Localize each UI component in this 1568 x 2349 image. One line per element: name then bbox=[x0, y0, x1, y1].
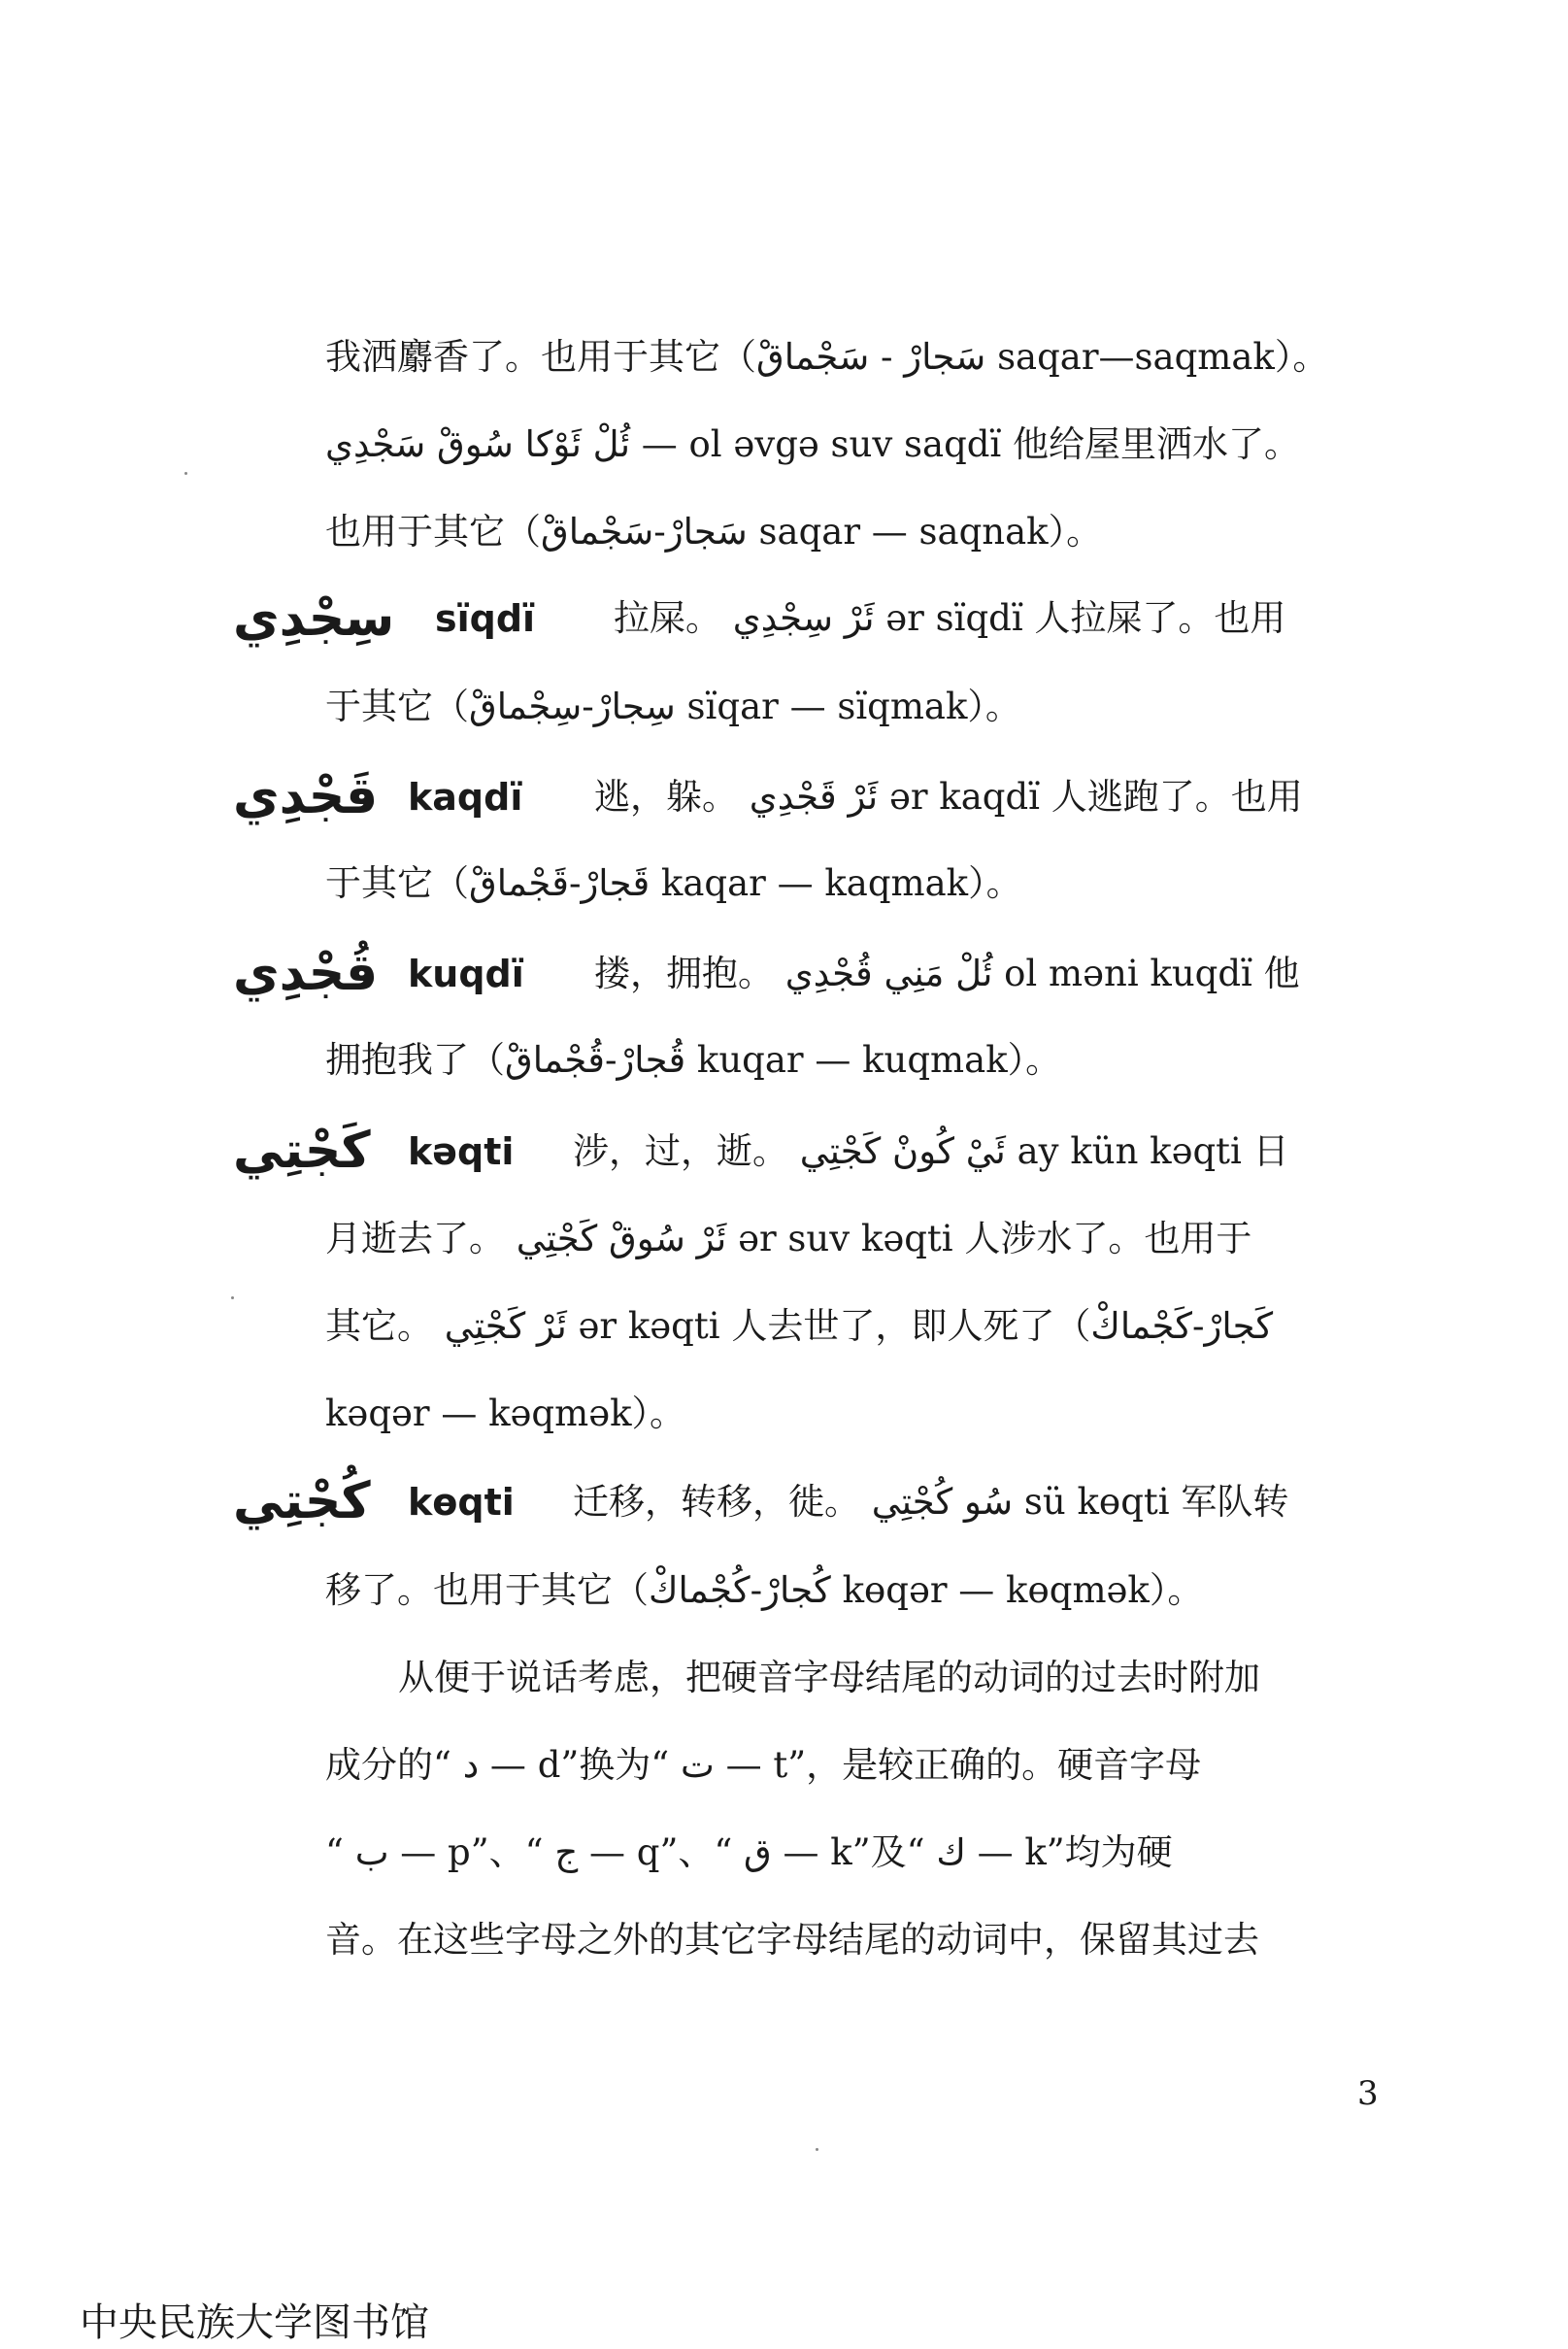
text-line-9: 拥抱我了（قُجارْ-قُجْماقْ kuqar — kuqmak）。 bbox=[325, 1039, 1062, 1081]
scan-speck bbox=[231, 1296, 234, 1299]
paragraph-line-4: 音。在这些字母之外的其它字母结尾的动词中，保留其过去 bbox=[325, 1919, 1259, 1961]
entry-5-arabic-headword: كُجْتِي bbox=[233, 1472, 371, 1530]
scan-speck bbox=[184, 472, 187, 475]
text-line-3: 也用于其它（سَجارْ-سَجْماقْ saqar — saqnak）。 bbox=[325, 511, 1103, 553]
entry-5-definition: 迁移，转移，徙。 سُو كُجْتِي sü kɵqti 军队转 bbox=[573, 1481, 1289, 1523]
entry-3-latin-headword: kuqdï bbox=[408, 953, 524, 995]
text-line-11: 月逝去了。 ئَرْ سُوقْ كَجْتِي ər suv kəqti 人涉水了。也用于 bbox=[325, 1218, 1252, 1259]
text-line-12: 其它。 ئَرْ كَجْتِي ər kəqti 人去世了，即人死了（كَجارْ-كَجْماكْ bbox=[325, 1305, 1274, 1347]
text-line-15: 移了。也用于其它（كُجارْ-كُجْماكْ kɵqər — kɵqmək）。 bbox=[325, 1569, 1204, 1611]
entry-1-arabic-headword: سِجْدِي bbox=[233, 589, 395, 648]
entry-2-arabic-headword: قَجْدِي bbox=[233, 767, 379, 825]
entry-1-definition: 拉屎。 ئَرْ سِجْدِي ər sïqdï 人拉屎了。也用 bbox=[614, 597, 1286, 639]
page-number: 3 bbox=[1357, 2074, 1379, 2113]
paragraph-line-2: 成分的“ د — d”换为“ ت — t”，是较正确的。硬音字母 bbox=[325, 1744, 1202, 1786]
entry-3-arabic-headword: قُجْدِي bbox=[233, 944, 379, 1002]
paragraph-line-1: 从便于说话考虑，把硬音字母结尾的动词的过去时附加 bbox=[398, 1657, 1260, 1698]
entry-1-latin-headword: sïqdï bbox=[435, 597, 536, 640]
entry-4-latin-headword: kəqti bbox=[408, 1130, 515, 1173]
entry-5-latin-headword: kɵqti bbox=[408, 1481, 515, 1524]
entry-2-definition: 逃，躲。 ئَرْ قَجْدِي ər kaqdï 人逃跑了。也用 bbox=[594, 776, 1303, 818]
text-line-2: ئُلْ ئَوْكا سُوقْ سَجْدِي — ol əvgə suv saqdï 他给屋里洒水了。 bbox=[325, 423, 1301, 465]
entry-4-arabic-headword: كَجْتِي bbox=[233, 1122, 371, 1180]
text-line-5: 于其它（سِجارْ-سِجْماقْ sïqar — sïqmak）。 bbox=[325, 686, 1021, 727]
entry-3-definition: 搂，拥抱。 ئُلْ مَنِي قُجْدِي ol məni kuqdï 他 bbox=[594, 953, 1300, 994]
entry-2-latin-headword: kaqdï bbox=[408, 776, 523, 819]
text-line-1: 我洒麝香了。也用于其它（سَجارْ - سَجْماقْ saqar—saqmak）。 bbox=[325, 336, 1329, 378]
paragraph-line-3: “ ب — p”、“ ج — q”、“ ق — k”及“ ك — k”均为硬 bbox=[325, 1831, 1173, 1873]
scan-speck bbox=[816, 2148, 818, 2151]
text-line-7: 于其它（قَجارْ-قَجْماقْ kaqar — kaqmak）。 bbox=[325, 862, 1022, 904]
library-stamp: 中央民族大学图书馆 bbox=[80, 2300, 429, 2345]
entry-4-definition: 涉，过，逝。 ئَيْ كُونْ كَجْتِي ay kün kəqti 日 bbox=[573, 1130, 1289, 1172]
text-line-13: kəqər — kəqmək）。 bbox=[325, 1393, 686, 1434]
